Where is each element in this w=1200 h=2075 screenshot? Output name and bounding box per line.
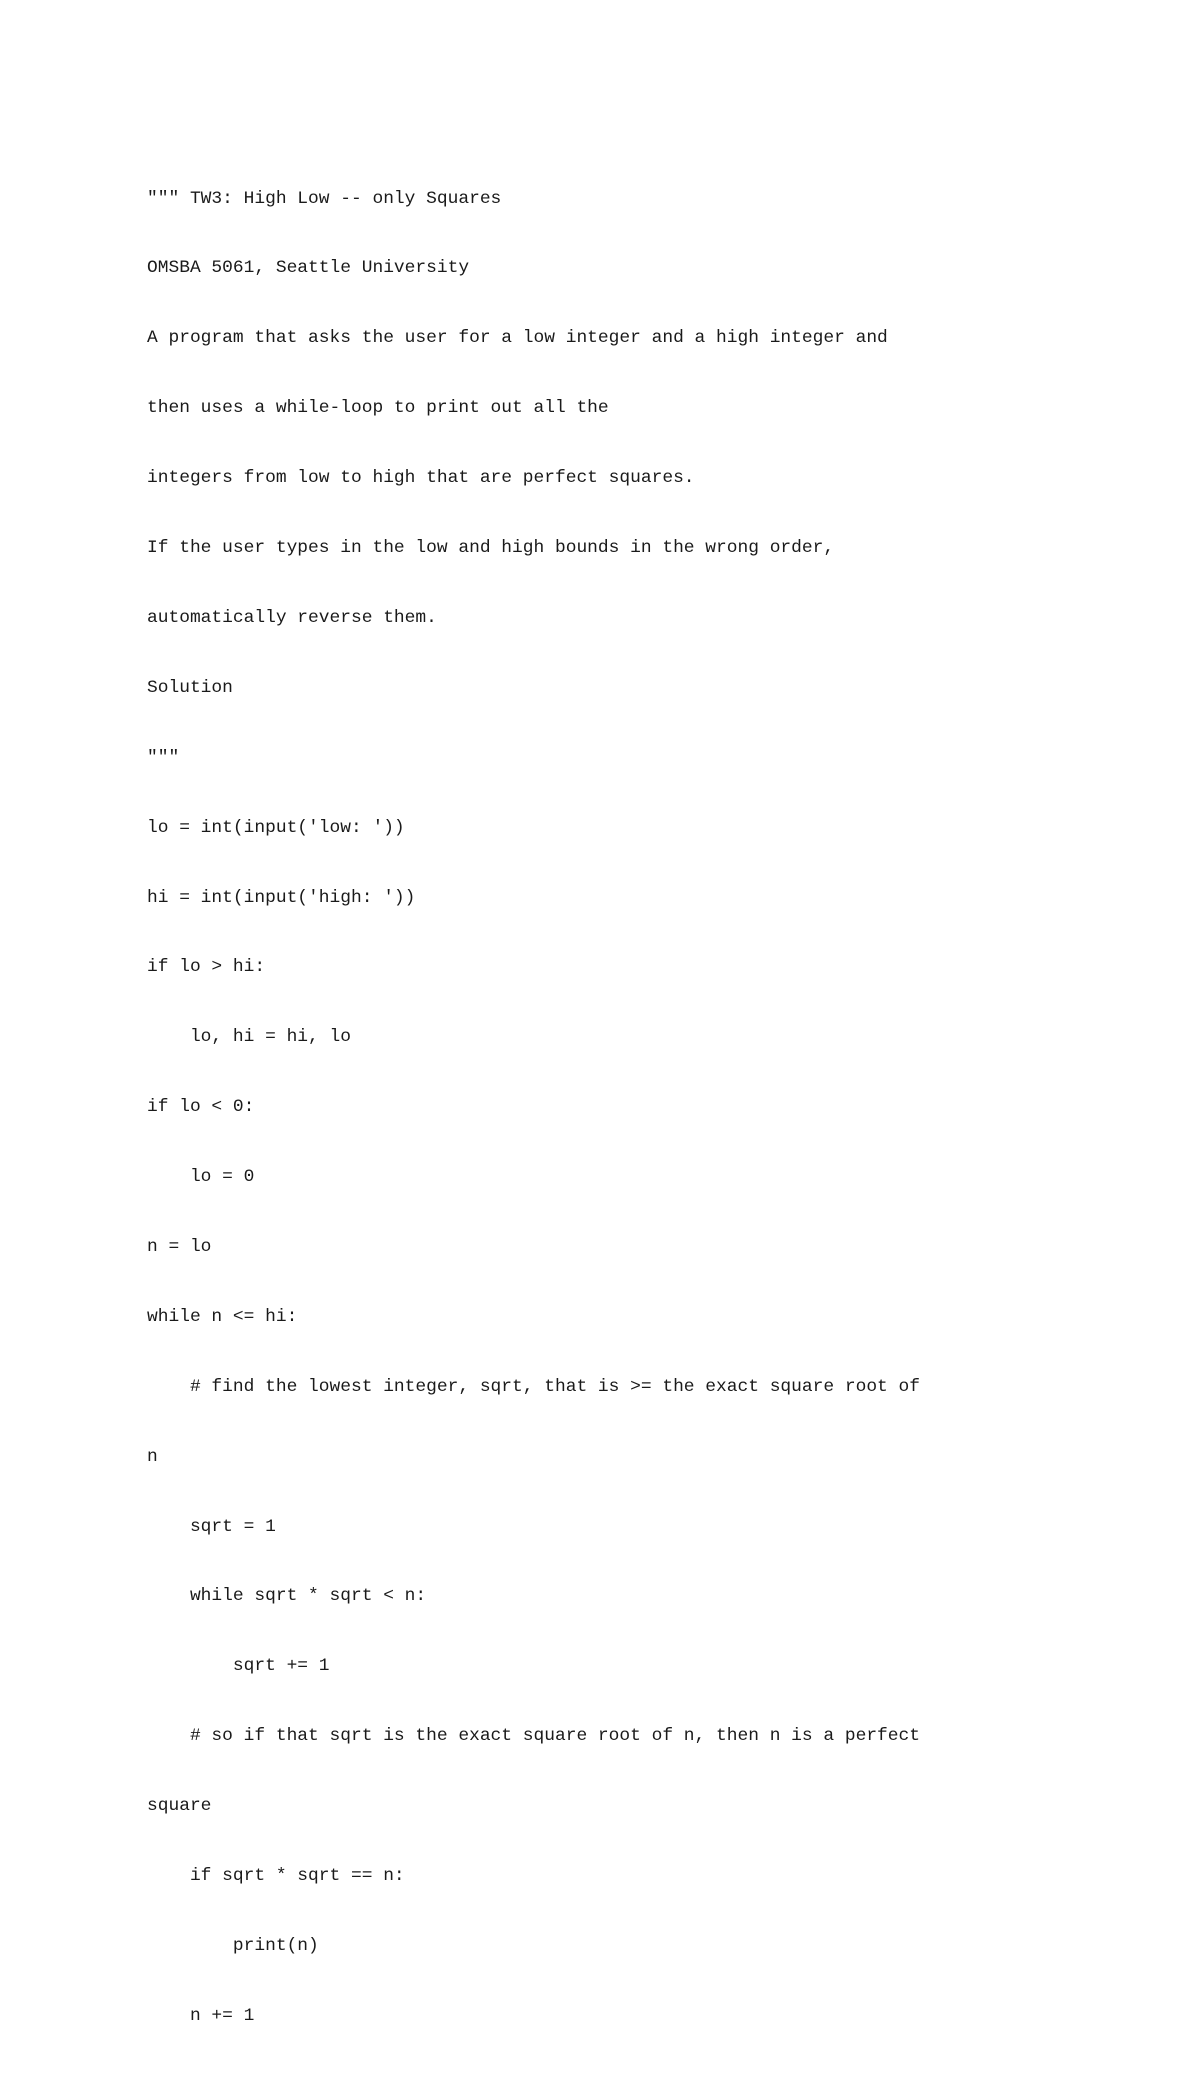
code-line: hi = int(input('high: ')): [147, 887, 416, 908]
code-line: sqrt += 1: [147, 1656, 330, 1677]
code-line: If the user types in the low and high bounds in the wrong order,: [147, 538, 835, 559]
code-line: """ TW3: High Low -- only Squares: [147, 188, 502, 209]
code-line: # so if that sqrt is the exact square root of n, then n is a perfect: [147, 1726, 921, 1747]
code-line: automatically reverse them.: [147, 607, 437, 628]
code-line: n = lo: [147, 1236, 212, 1257]
code-line: """: [147, 747, 180, 768]
code-line: then uses a while-loop to print out all the: [147, 398, 609, 419]
code-line: lo, hi = hi, lo: [147, 1027, 351, 1048]
code-line: if lo < 0:: [147, 1097, 255, 1118]
code-line: n: [147, 1446, 158, 1467]
code-line: Solution: [147, 677, 233, 698]
code-line: if sqrt * sqrt == n:: [147, 1865, 405, 1886]
code-line: integers from low to high that are perfect squares.: [147, 468, 695, 489]
code-line: A program that asks the user for a low integer and a high integer and: [147, 328, 888, 349]
code-line: # find the lowest integer, sqrt, that is >= the exact square root of: [147, 1376, 921, 1397]
code-line: if lo > hi:: [147, 957, 266, 978]
code-line: lo = 0: [147, 1167, 255, 1188]
code-line: square: [147, 1796, 212, 1817]
code-line: lo = int(input('low: ')): [147, 817, 405, 838]
code-line: sqrt = 1: [147, 1516, 276, 1537]
code-line: while sqrt * sqrt < n:: [147, 1586, 427, 1607]
code-line: n += 1: [147, 2005, 255, 2026]
code-line: while n <= hi:: [147, 1306, 298, 1327]
code-line: print(n): [147, 1935, 319, 1956]
code-line: OMSBA 5061, Seattle University: [147, 258, 470, 279]
code-listing: [147, 141, 920, 2075]
